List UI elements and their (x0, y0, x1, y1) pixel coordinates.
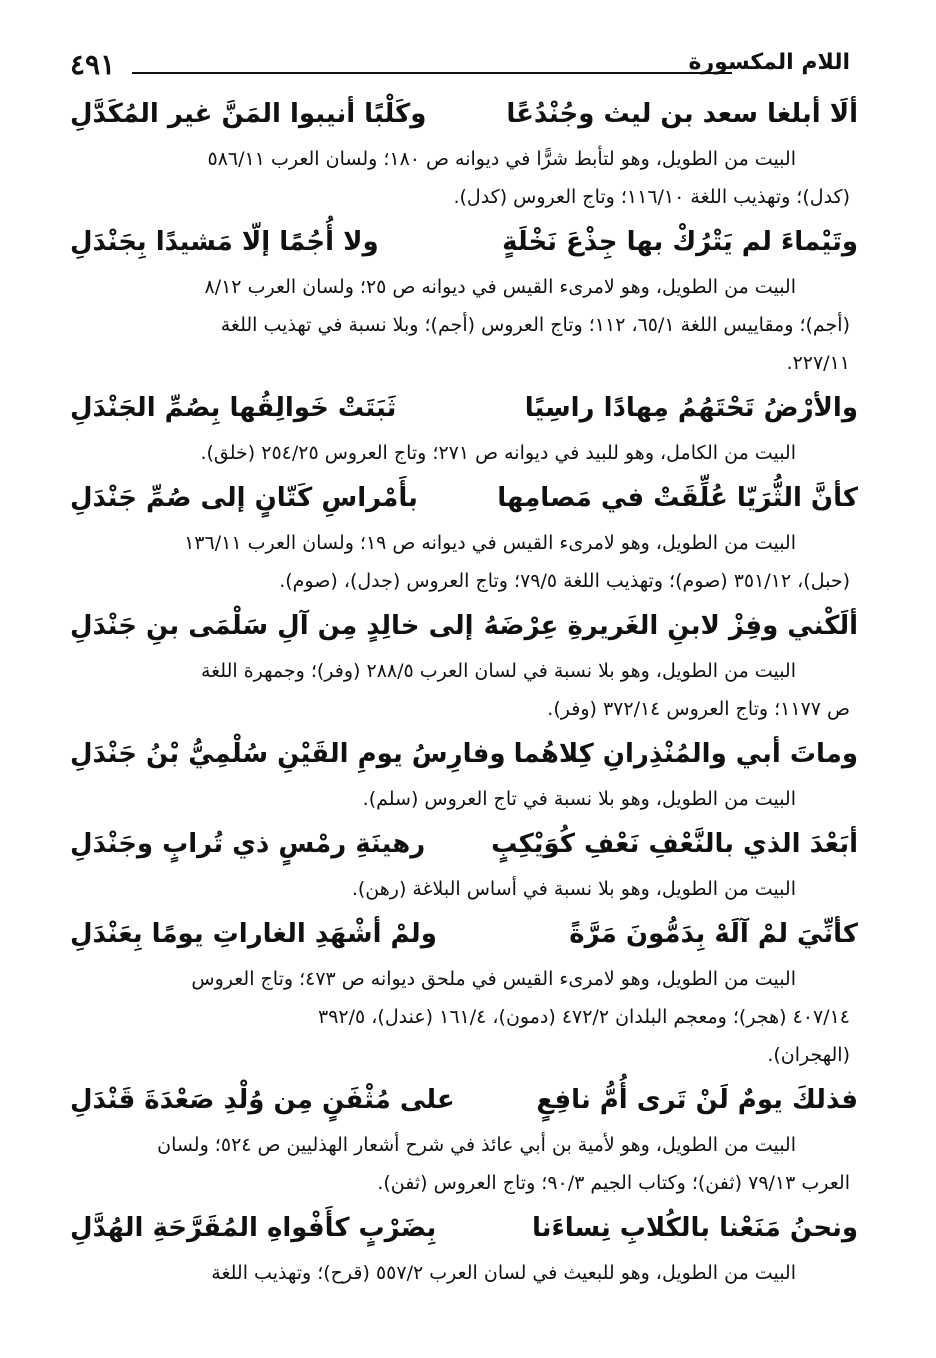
verse-entry (70, 1202, 858, 1292)
verse-line (70, 600, 858, 652)
source-note (70, 652, 850, 728)
second-hemistich: رهينَةِ رمْسٍ ذي تُرابٍ وجَنْدَلِ (70, 829, 426, 859)
first-hemistich: فذلكَ يومٌ لَنْ تَرى أُمُّ نافِعٍ (536, 1085, 858, 1115)
note-line: البيت من الطويل، وهو لتأبط شرًّا في ديوانه ص ١٨٠؛ ولسان العرب ٥٨٦/١١ (207, 148, 796, 170)
note-line: البيت من الطويل، وهو بلا نسبة في لسان العرب ٢٨٨/٥ (وفر)؛ وجمهرة اللغة (200, 660, 796, 682)
first-hemistich: ونحنُ مَنَعْنا بالكُلابِ نِساءَنا (531, 1213, 858, 1243)
note-line: (كدل)؛ وتهذيب اللغة ١١٦/١٠؛ وتاج العروس (كدل). (453, 186, 850, 208)
verse-line (70, 88, 858, 140)
second-hemistich: بِضَرْبٍ كأَفْواهِ المُقَرَّحَةِ الهُدَّلِ (70, 1213, 437, 1243)
note-line: البيت من الطويل، وهو بلا نسبة في تاج العروس (سلم). (362, 788, 796, 810)
entries-list (70, 88, 858, 1292)
source-note (70, 960, 850, 1074)
verse-entry (70, 216, 858, 382)
first-hemistich: كأنِّيَ لمْ آلَهْ بِدَمُّونَ مَرَّةً (569, 919, 858, 949)
verse-entry (70, 382, 858, 472)
verse-entry (70, 1074, 858, 1202)
verse-entry (70, 908, 858, 1074)
verse-line (70, 728, 858, 780)
first-hemistich: أبَعْدَ الذي بالنَّعْفِ نَعْفِ كُوَيْكِبٍ (491, 829, 858, 859)
verse-entry (70, 818, 858, 908)
note-line: البيت من الطويل، وهو للبعيث في لسان العرب ٥٥٧/٢ (قرح)؛ وتهذيب اللغة (211, 1262, 796, 1284)
verse-line (70, 1074, 858, 1126)
header-rule (132, 72, 732, 74)
second-hemistich: وكَلْبًا أنيبوا المَنَّ غير المُكَدَّلِ (70, 99, 427, 129)
verse-line (70, 216, 858, 268)
note-line: ٢٢٧/١١. (786, 352, 850, 374)
note-line: البيت من الطويل، وهو لامرىء القيس في ملحق ديوانه ص ٤٧٣؛ وتاج العروس (191, 968, 796, 990)
second-hemistich: بأَمْراسِ كَتّانٍ إلى صُمِّ جَنْدَلِ (70, 483, 418, 513)
source-note (70, 870, 850, 908)
source-note (70, 434, 850, 472)
verse-line (70, 382, 858, 434)
verse-line (70, 472, 858, 524)
chapter-title: اللام المكسورة (688, 50, 850, 75)
note-line: (الهجران). (767, 1044, 850, 1066)
second-hemistich: ثَبَتَتْ خَوالِقُها بِصُمِّ الجَنْدَلِ (70, 393, 397, 423)
page-number: ٤٩١ (70, 48, 116, 81)
verse-entry (70, 472, 858, 600)
note-line: البيت من الطويل، وهو لامرىء القيس في ديوانه ص ٢٥؛ ولسان العرب ٨/١٢ (204, 276, 796, 298)
source-note (70, 268, 850, 382)
first-hemistich: ألَكْني وفِزْ لابنِ الغَريرةِ عِرْضَهُ (483, 611, 858, 641)
verse-line (70, 1202, 858, 1254)
page-header (70, 48, 850, 88)
note-line: البيت من الكامل، وهو للبيد في ديوانه ص ٢٧١؛ وتاج العروس ٢٥٤/٢٥ (خلق). (200, 442, 796, 464)
first-hemistich: والأرْضُ تَحْتَهُمُ مِهادًا راسِيًا (524, 393, 858, 423)
verse-entry (70, 600, 858, 728)
second-hemistich: وفارِسُ يومِ القَيْنِ سُلْمِيُّ بْنُ جَنْدَلِ (70, 739, 506, 769)
source-note (70, 780, 850, 818)
source-note (70, 140, 850, 216)
second-hemistich: ولا أُجُمًا إلّا مَشيدًا بِجَنْدَلِ (70, 227, 379, 257)
verse-line (70, 908, 858, 960)
verse-entry (70, 728, 858, 818)
first-hemistich: وتَيْماءَ لم يَتْرُكْ بها جِذْعَ نَخْلَةٍ (502, 227, 858, 257)
source-note (70, 1254, 850, 1292)
first-hemistich: كأنَّ الثُّرَيّا عُلِّقَتْ في مَصامِها (497, 483, 858, 513)
verse-line (70, 818, 858, 870)
second-hemistich: على مُثْفَنٍ مِن وُلْدِ صَعْدَةَ قَنْدَلِ (70, 1085, 455, 1115)
note-line: (حبل)، ٣٥١/١٢ (صوم)؛ وتهذيب اللغة ٧٩/٥؛ وتاج العروس (جدل)، (صوم). (279, 570, 850, 592)
note-line: (أجم)؛ ومقاييس اللغة ٦٥/١، ١١٢؛ وتاج العروس (أجم)؛ وبلا نسبة في تهذيب اللغة (220, 314, 850, 336)
note-line: البيت من الطويل، وهو لامرىء القيس في ديوانه ص ١٩؛ ولسان العرب ١٣٦/١١ (184, 532, 796, 554)
verse-entry (70, 88, 858, 216)
note-line: العرب ٧٩/١٣ (ثفن)؛ وكتاب الجيم ٩٠/٣؛ وتاج العروس (ثفن). (377, 1172, 850, 1194)
first-hemistich: وماتَ أبي والمُنْذِرانِ كِلاهُما (513, 739, 858, 769)
note-line: البيت من الطويل، وهو لأمية بن أبي عائذ في شرح أشعار الهذليين ص ٥٢٤؛ ولسان (157, 1134, 796, 1156)
source-note (70, 1126, 850, 1202)
second-hemistich: ولمْ أشْهَدِ الغاراتِ يومًا بِعَنْدَلِ (70, 919, 437, 949)
first-hemistich: ألَا أبلغا سعد بن ليث وجُنْدُعًا (506, 99, 858, 129)
note-line: ٤٠٧/١٤ (هجر)؛ ومعجم البلدان ٤٧٢/٢ (دمون)، ١٦١/٤ (عندل)، ٣٩٢/٥ (318, 1006, 850, 1028)
second-hemistich: إلى خالِدٍ مِن آلِ سَلْمَى بنِ جَنْدَلِ (70, 611, 474, 641)
note-line: ص ١١٧٧؛ وتاج العروس ٣٧٢/١٤ (وفر). (547, 698, 850, 720)
note-line: البيت من الطويل، وهو بلا نسبة في أساس البلاغة (رهن). (351, 878, 796, 900)
source-note (70, 524, 850, 600)
